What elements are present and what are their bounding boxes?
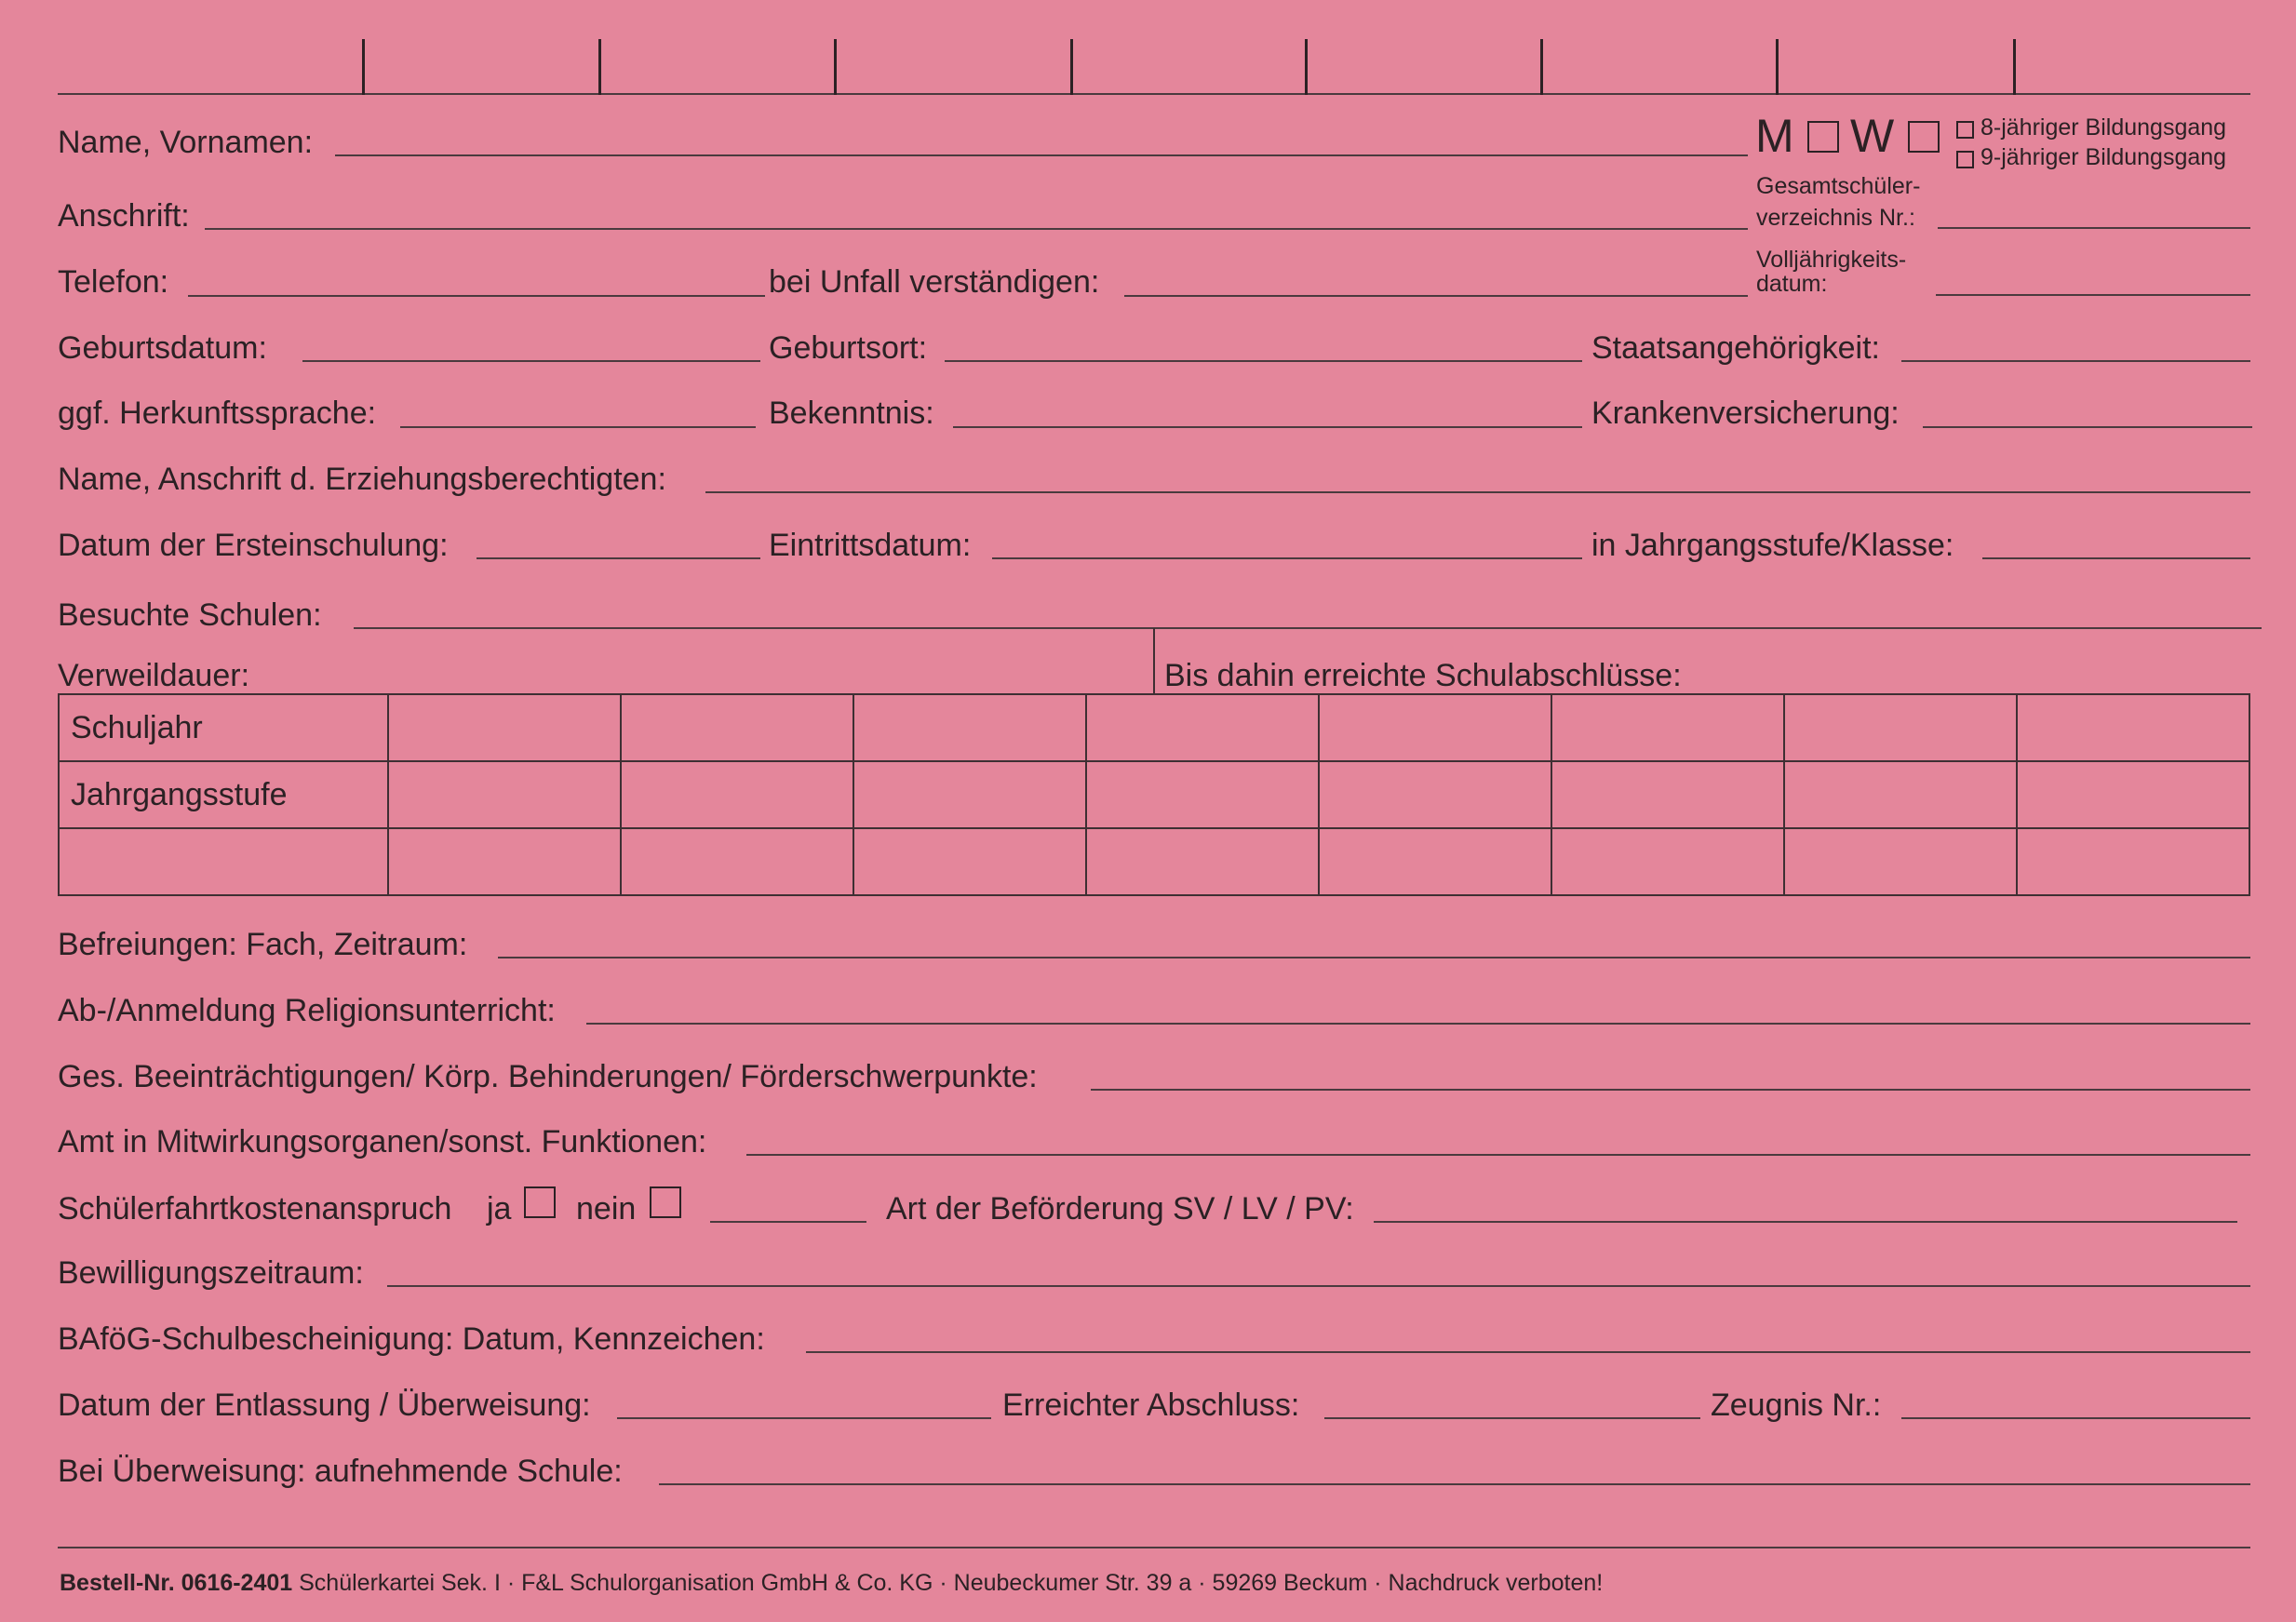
table-cell[interactable] bbox=[1551, 761, 1784, 828]
section-divider bbox=[1153, 628, 1155, 693]
voll-field[interactable] bbox=[1936, 294, 2250, 296]
table-cell[interactable] bbox=[1784, 761, 2017, 828]
table-row bbox=[59, 761, 2249, 828]
tab-ruler-line bbox=[58, 93, 2250, 95]
tab-divider bbox=[362, 39, 365, 95]
unfall-label: bei Unfall verständigen: bbox=[769, 264, 1100, 300]
gesamt-label-1: Gesamtschüler- bbox=[1756, 173, 1921, 199]
kranken-field[interactable] bbox=[1923, 426, 2252, 428]
beeintr-label: Ges. Beeinträchtigungen/ Körp. Behinderungen/ Förderschwerpunkte: bbox=[58, 1059, 1038, 1094]
anschrift-label: Anschrift: bbox=[58, 198, 190, 234]
entlassung-field[interactable] bbox=[617, 1417, 991, 1419]
table-cell[interactable] bbox=[388, 761, 621, 828]
school-years-table bbox=[58, 693, 2250, 896]
table-cell[interactable] bbox=[388, 828, 621, 895]
fahrt-field[interactable] bbox=[710, 1221, 866, 1223]
unfall-field[interactable] bbox=[1124, 295, 1748, 297]
bafoeg-field[interactable] bbox=[806, 1351, 2250, 1353]
staat-field[interactable] bbox=[1901, 360, 2250, 362]
row-label-jahrgangsstufe: Jahrgangsstufe bbox=[59, 761, 388, 828]
row-label-schuljahr: Schuljahr bbox=[59, 694, 388, 761]
geburtsort-field[interactable] bbox=[945, 360, 1582, 362]
schulen-label: Besuchte Schulen: bbox=[58, 597, 322, 633]
table-cell[interactable] bbox=[1551, 828, 1784, 895]
erreicht-label: Erreichter Abschluss: bbox=[1002, 1387, 1300, 1423]
table-cell[interactable] bbox=[1086, 761, 1319, 828]
table-cell[interactable] bbox=[1319, 828, 1551, 895]
beeintr-field[interactable] bbox=[1091, 1089, 2250, 1091]
kranken-label: Krankenversicherung: bbox=[1591, 395, 1900, 431]
geburtsort-label: Geburtsort: bbox=[769, 330, 928, 366]
erreicht-field[interactable] bbox=[1324, 1417, 1700, 1419]
tab-divider bbox=[1070, 39, 1073, 95]
erzieh-label: Name, Anschrift d. Erziehungsberechtigten: bbox=[58, 462, 666, 497]
schulen-field[interactable] bbox=[354, 627, 2262, 629]
tab-divider bbox=[834, 39, 837, 95]
staat-label: Staatsangehörigkeit: bbox=[1591, 330, 1880, 366]
anschrift-field[interactable] bbox=[205, 228, 1748, 230]
fahrt-ja-checkbox[interactable] bbox=[524, 1186, 556, 1218]
telefon-field[interactable] bbox=[188, 295, 765, 297]
name-label: Name, Vornamen: bbox=[58, 125, 314, 160]
table-cell[interactable] bbox=[853, 828, 1086, 895]
religion-field[interactable] bbox=[586, 1023, 2250, 1025]
gender-m-checkbox[interactable] bbox=[1807, 121, 1839, 153]
bewilligung-label: Bewilligungszeitraum: bbox=[58, 1255, 364, 1291]
fahrt-ja-label: ja bbox=[487, 1191, 512, 1227]
table-cell[interactable] bbox=[2017, 828, 2249, 895]
voll-label-2: datum: bbox=[1756, 271, 1828, 297]
bewilligung-field[interactable] bbox=[387, 1285, 2250, 1287]
name-field[interactable] bbox=[335, 154, 1748, 156]
gender-m-label: M bbox=[1755, 110, 1794, 162]
program-8-checkbox[interactable] bbox=[1956, 121, 1974, 139]
table-cell[interactable] bbox=[2017, 694, 2249, 761]
ueberweisung-label: Bei Überweisung: aufnehmende Schule: bbox=[58, 1454, 623, 1489]
entlassung-label: Datum der Entlassung / Überweisung: bbox=[58, 1387, 591, 1423]
table-cell[interactable] bbox=[2017, 761, 2249, 828]
footer-line bbox=[58, 1547, 2250, 1548]
eintritt-field[interactable] bbox=[992, 557, 1582, 559]
amt-field[interactable] bbox=[746, 1154, 2250, 1156]
gender-w-label: W bbox=[1850, 110, 1895, 162]
jahrgang-field[interactable] bbox=[1982, 557, 2250, 559]
table-cell[interactable] bbox=[1784, 828, 2017, 895]
tab-divider bbox=[598, 39, 601, 95]
table-cell[interactable] bbox=[1784, 694, 2017, 761]
fahrt-nein-label: nein bbox=[576, 1191, 637, 1227]
geburtsdatum-label: Geburtsdatum: bbox=[58, 330, 267, 366]
tab-divider bbox=[1305, 39, 1308, 95]
table-cell[interactable] bbox=[1086, 694, 1319, 761]
footer bbox=[60, 1569, 1603, 1597]
gesamt-field[interactable] bbox=[1938, 227, 2250, 229]
bafoeg-label: BAföG-Schulbescheinigung: Datum, Kennzeichen: bbox=[58, 1321, 765, 1357]
ersteinschulung-label: Datum der Ersteinschulung: bbox=[58, 528, 449, 563]
footer-text: Schülerkartei Sek. I · F&L Schulorganisation GmbH & Co. KG · Neubeckumer Str. 39 a · 59269 Beckum · Nachdruck verboten! bbox=[299, 1570, 1604, 1596]
amt-label: Amt in Mitwirkungsorganen/sonst. Funktionen: bbox=[58, 1124, 707, 1160]
befreiungen-field[interactable] bbox=[498, 957, 2250, 958]
table-cell[interactable] bbox=[621, 761, 853, 828]
erzieh-field[interactable] bbox=[705, 491, 2250, 493]
herkunft-field[interactable] bbox=[400, 426, 756, 428]
ersteinschulung-field[interactable] bbox=[477, 557, 760, 559]
herkunft-label: ggf. Herkunftssprache: bbox=[58, 395, 377, 431]
befoerderung-field[interactable] bbox=[1374, 1221, 2237, 1223]
telefon-label: Telefon: bbox=[58, 264, 169, 300]
verweil-label: Verweildauer: bbox=[58, 658, 250, 693]
abschluesse-label: Bis dahin erreichte Schulabschlüsse: bbox=[1164, 658, 1682, 693]
befoerderung-label: Art der Beförderung SV / LV / PV: bbox=[886, 1191, 1354, 1227]
table-cell[interactable] bbox=[621, 694, 853, 761]
table-row bbox=[59, 694, 2249, 761]
eintritt-label: Eintrittsdatum: bbox=[769, 528, 972, 563]
religion-label: Ab-/Anmeldung Religionsunterricht: bbox=[58, 993, 556, 1028]
row-label-blank[interactable] bbox=[59, 828, 388, 895]
gender-w-checkbox[interactable] bbox=[1908, 121, 1940, 153]
tab-divider bbox=[1776, 39, 1779, 95]
program-9-checkbox[interactable] bbox=[1956, 151, 1974, 168]
table-cell[interactable] bbox=[1551, 694, 1784, 761]
table-cell[interactable] bbox=[853, 694, 1086, 761]
table-cell[interactable] bbox=[853, 761, 1086, 828]
tab-divider bbox=[1540, 39, 1543, 95]
ueberweisung-field[interactable] bbox=[659, 1483, 2250, 1485]
bekenntnis-label: Bekenntnis: bbox=[769, 395, 934, 431]
table-cell[interactable] bbox=[1319, 694, 1551, 761]
voll-label-1: Volljährigkeits- bbox=[1756, 247, 1907, 273]
tab-divider bbox=[2013, 39, 2016, 95]
table-cell[interactable] bbox=[1086, 828, 1319, 895]
table-row bbox=[59, 828, 2249, 895]
table-cell[interactable] bbox=[621, 828, 853, 895]
table-cell[interactable] bbox=[1319, 761, 1551, 828]
program-9-label: 9-jähriger Bildungsgang bbox=[1980, 144, 2227, 170]
geburtsdatum-field[interactable] bbox=[302, 360, 760, 362]
jahrgang-label: in Jahrgangsstufe/Klasse: bbox=[1591, 528, 1954, 563]
zeugnis-label: Zeugnis Nr.: bbox=[1711, 1387, 1882, 1423]
fahrt-label: Schülerfahrtkostenanspruch bbox=[58, 1191, 452, 1227]
zeugnis-field[interactable] bbox=[1901, 1417, 2250, 1419]
befreiungen-label: Befreiungen: Fach, Zeitraum: bbox=[58, 927, 468, 962]
program-8-label: 8-jähriger Bildungsgang bbox=[1980, 114, 2227, 141]
bekenntnis-field[interactable] bbox=[953, 426, 1582, 428]
gesamt-label-2: verzeichnis Nr.: bbox=[1756, 205, 1915, 231]
fahrt-nein-checkbox[interactable] bbox=[650, 1186, 681, 1218]
table-cell[interactable] bbox=[388, 694, 621, 761]
footer-order-no: Bestell-Nr. 0616-2401 bbox=[60, 1570, 293, 1596]
